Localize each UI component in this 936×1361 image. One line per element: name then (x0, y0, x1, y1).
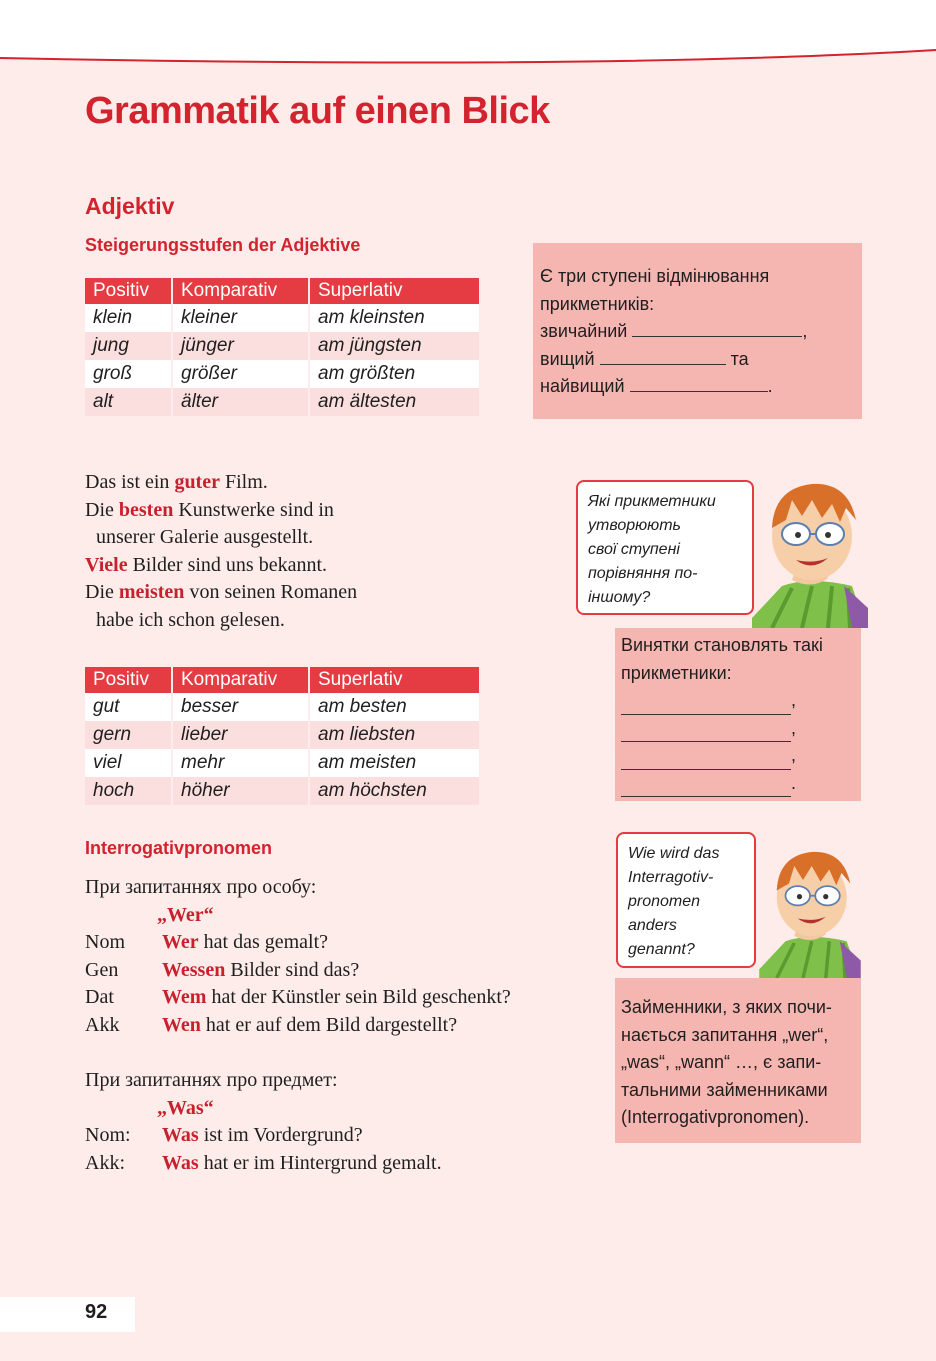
info-text: Займенники, з яких почи- (621, 997, 832, 1017)
info-text: найвищий (540, 376, 625, 396)
table-cell: am meisten (310, 749, 479, 777)
intro-text: При запитаннях про особу: (85, 876, 317, 898)
blank-input[interactable] (621, 772, 791, 797)
info-text: звичайний (540, 321, 628, 341)
info-box-interrogative (615, 978, 861, 1143)
blank-input[interactable] (621, 745, 791, 770)
table-cell: gern (85, 721, 173, 749)
table-cell: am ältesten (310, 388, 479, 416)
case-row: Akk: Was hat er im Hintergrund gemalt. (85, 1150, 585, 1178)
fill-line (621, 770, 861, 798)
table-cell: lieber (173, 721, 310, 749)
pronoun: Wer (162, 931, 199, 953)
case-label: Dat (85, 986, 114, 1008)
table-cell: am kleinsten (310, 304, 479, 332)
punctuation: , (791, 745, 797, 765)
fill-line-superlative (540, 373, 862, 401)
table-cell: jünger (173, 332, 310, 360)
punctuation: . (767, 376, 773, 396)
info-box-exceptions (615, 628, 861, 801)
bubble-text: Wie wird das (628, 845, 720, 862)
pronoun-heading: „Was“ (157, 1096, 214, 1119)
intro-text: При запитаннях про предмет: (85, 1069, 338, 1091)
bubble-text: утворюють (588, 517, 681, 534)
pronoun: Was (162, 1124, 199, 1146)
top-white-band (0, 0, 936, 70)
highlight-word: Viele (85, 553, 128, 576)
case-row: Gen Wessen Bilder sind das? (85, 957, 585, 985)
example-line: Viele Bilder sind uns bekannt. (85, 553, 328, 576)
bubble-text: Interragotiv- (628, 869, 714, 886)
pronoun: Wessen (162, 958, 226, 981)
example-line: Die meisten von seinen Romanen (85, 581, 358, 603)
table-cell: am besten (310, 693, 479, 721)
fill-line-comparative (540, 346, 862, 374)
info-text: та (730, 348, 749, 369)
info-box-degrees (533, 243, 862, 419)
section-heading-adjektiv: Adjektiv (85, 193, 175, 219)
info-text: прикметників: (540, 293, 655, 314)
table-cell: am liebsten (310, 721, 479, 749)
fill-line (621, 742, 861, 770)
thing-questions (85, 1067, 585, 1177)
punctuation: , (791, 690, 797, 710)
example-sentences (85, 469, 525, 634)
table-cell: mehr (173, 749, 310, 777)
table-cell: älter (173, 388, 310, 416)
punctuation: . (791, 772, 797, 793)
table-row (85, 777, 479, 805)
boy-with-glasses-illustration-2 (754, 838, 866, 978)
case-label: Gen (85, 958, 119, 981)
bubble-text: порівняння по- (588, 565, 698, 582)
example-line: Das ist ein guter Film. (85, 471, 268, 493)
table-cell: viel (85, 749, 173, 777)
speech-bubble-question-2 (616, 832, 756, 968)
pronoun: Was (162, 1151, 199, 1174)
table-row (85, 721, 479, 749)
table-row (85, 304, 479, 332)
case-label: Akk: (85, 1151, 125, 1174)
case-label: Akk (85, 1013, 120, 1036)
table-header-komparativ: Komparativ (173, 278, 310, 304)
table-header-positiv: Positiv (85, 667, 173, 693)
table-row (85, 332, 479, 360)
fill-line-positive (540, 318, 862, 346)
pronoun-heading: „Wer“ (157, 903, 214, 926)
page-title: Grammatik auf einen Blick (85, 90, 550, 132)
table-row (85, 360, 479, 388)
case-row: Dat Wem hat der Künstler sein Bild geschenkt? (85, 984, 585, 1012)
table-cell: am größten (310, 360, 479, 388)
table-cell: am jüngsten (310, 332, 479, 360)
pronoun: Wen (162, 1013, 201, 1036)
info-text: вищий (540, 348, 595, 369)
table-cell: höher (173, 777, 310, 805)
highlight-word: guter (174, 471, 220, 493)
boy-with-glasses-illustration-1 (752, 468, 868, 628)
bubble-text: свої ступені (588, 541, 680, 558)
fill-line (621, 687, 861, 715)
punctuation: , (791, 717, 797, 738)
table-cell: größer (173, 360, 310, 388)
table-header-superlativ: Superlativ (310, 278, 479, 304)
bubble-text: pronomen (628, 893, 701, 910)
case-label: Nom: (85, 1124, 131, 1146)
bubble-text: іншому? (588, 589, 651, 606)
example-line: unserer Galerie ausgestellt. (96, 526, 314, 548)
table-cell: besser (173, 693, 310, 721)
comparison-table-irregular (85, 667, 479, 805)
bubble-text: Які прикметники (588, 493, 716, 510)
blank-input[interactable] (600, 346, 726, 365)
blank-input[interactable] (630, 373, 768, 392)
bubble-text: genannt? (628, 941, 695, 958)
info-text: Винятки становлять такі (621, 635, 823, 655)
table-cell: alt (85, 388, 173, 416)
page-number: 92 (0, 1297, 135, 1332)
table-cell: hoch (85, 777, 173, 805)
case-row: Akk Wen hat er auf dem Bild dargestellt? (85, 1012, 585, 1040)
table-cell: am höchsten (310, 777, 479, 805)
info-text: (Interrogativpronomen). (621, 1107, 810, 1127)
table-cell: groß (85, 360, 173, 388)
table-cell: jung (85, 332, 173, 360)
pronoun: Wem (162, 986, 207, 1008)
table-row (85, 388, 479, 416)
blank-input[interactable] (621, 717, 791, 742)
example-line: habe ich schon gelesen. (96, 608, 285, 631)
person-questions (85, 874, 585, 1039)
table-row (85, 749, 479, 777)
info-text: прикметники: (621, 662, 732, 683)
table-cell: kleiner (173, 304, 310, 332)
info-text: тальними займенниками (621, 1079, 828, 1100)
table-cell: klein (85, 304, 173, 332)
case-row: Nom Wer hat das gemalt? (85, 929, 585, 957)
example-line: Die besten Kunstwerke sind in (85, 498, 334, 521)
subsection-heading-steigerung: Steigerungsstufen der Adjektive (85, 235, 361, 255)
comparison-table-regular (85, 278, 479, 416)
bubble-text: anders (628, 917, 677, 934)
table-cell: gut (85, 693, 173, 721)
table-header-superlativ: Superlativ (310, 667, 479, 693)
fill-line (621, 715, 861, 743)
info-text: „was“, „wann“ …, є запи- (621, 1052, 822, 1072)
info-text: Є три ступені відмінювання (540, 266, 770, 286)
punctuation: , (802, 321, 808, 341)
table-header-komparativ: Komparativ (173, 667, 310, 693)
info-text: нається запитання „wer“, (621, 1024, 829, 1045)
table-row (85, 693, 479, 721)
subsection-heading-interrogativ: Interrogativpronomen (85, 838, 273, 858)
highlight-word: meisten (118, 581, 185, 603)
blank-input[interactable] (621, 690, 791, 715)
highlight-word: besten (118, 498, 174, 521)
speech-bubble-question-1 (576, 480, 754, 615)
case-label: Nom (85, 931, 125, 953)
blank-input[interactable] (632, 318, 802, 337)
case-row: Nom: Was ist im Vordergrund? (85, 1122, 585, 1150)
table-header-positiv: Positiv (85, 278, 173, 304)
